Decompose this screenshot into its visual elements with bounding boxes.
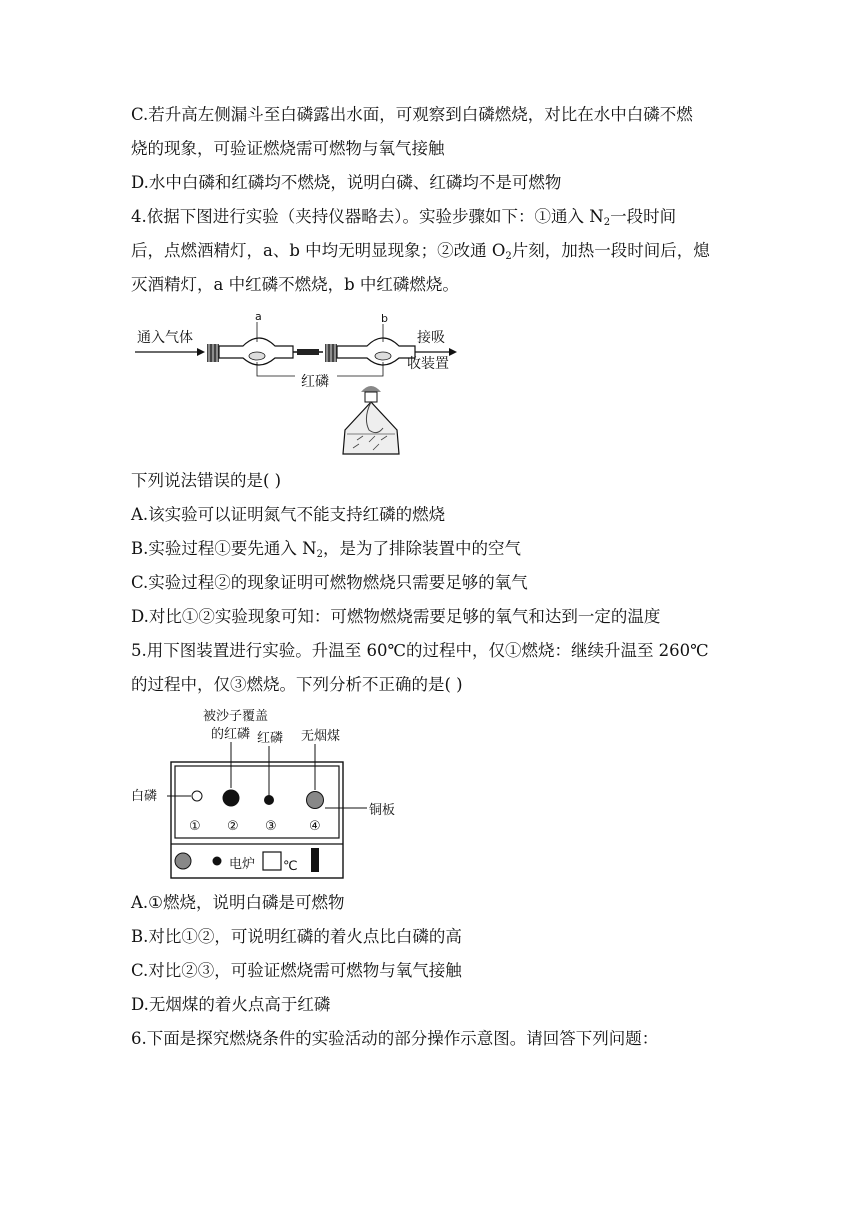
option-b-q4: [131, 538, 521, 566]
option-a-q4: A.该实验可以证明氮气不能支持红磷的燃烧: [131, 505, 446, 524]
question-6: 6.下面是探究燃烧条件的实验活动的部分操作示意图。请回答下列问题：: [131, 1029, 659, 1048]
red-phosphorus-label: 红磷: [257, 731, 284, 746]
option-b-q4-text-a: B.实验过程①要先通入 N: [131, 539, 317, 558]
stove-label: 电炉: [229, 857, 256, 872]
option-c-q3-line2: 烧的现象，可验证燃烧需可燃物与氧气接触: [131, 139, 445, 158]
option-b-q4-text-b: ，是为了排除装置中的空气: [322, 539, 521, 558]
question-4-prompt: 下列说法错误的是( ): [131, 471, 282, 490]
question-5-line1: 5.用下图装置进行实验。升温至 60℃的过程中，仅①燃烧：继续升温至 260℃: [131, 641, 709, 660]
copper-plate-figure: [131, 704, 421, 884]
option-a-q5: A.①燃烧，说明白磷是可燃物: [131, 893, 345, 912]
gas-inlet-label: 通入气体: [137, 330, 193, 346]
question-4-text-d: 片刻，加热一段时间后，熄: [511, 241, 710, 260]
celsius-label: ℃: [283, 859, 298, 874]
anthracite-label: 无烟煤: [301, 729, 341, 744]
label-b: b: [381, 312, 388, 325]
question-4-line2: [131, 240, 710, 268]
option-c-q5: C.对比②③，可验证燃烧需可燃物与氧气接触: [131, 961, 462, 980]
option-b-q5: B.对比①②，可说明红磷的着火点比白磷的高: [131, 927, 462, 946]
position-4-label: ④: [309, 819, 321, 834]
option-c-q4: C.实验过程②的现象证明可燃物燃烧只需要足够的氧气: [131, 573, 528, 592]
tube-apparatus-figure: [131, 306, 461, 464]
position-2-label: ②: [227, 819, 239, 834]
question-4-text-a: 4.依据下图进行实验（夹持仪器略去）。实验步骤如下：①通入 N: [131, 207, 604, 226]
subscript-2: 2: [505, 251, 512, 262]
label-a: a: [255, 310, 262, 323]
position-3-label: ③: [265, 819, 277, 834]
question-5-line2: 的过程中，仅③燃烧。下列分析不正确的是( ): [131, 675, 463, 694]
question-4-text-c: 后，点燃酒精灯，a、b 中均无明显现象；②改通 O: [131, 241, 506, 260]
option-d-q4: D.对比①②实验现象可知：可燃物燃烧需要足够的氧气和达到一定的温度: [131, 607, 661, 626]
absorber-label-2: 收装置: [407, 356, 449, 372]
subscript-2: 2: [316, 549, 323, 560]
white-phosphorus-label: 白磷: [131, 789, 158, 804]
copper-plate-label: 铜板: [369, 803, 396, 818]
absorber-label-1: 接吸: [417, 330, 445, 346]
question-4-line3: 灭酒精灯，a 中红磷不燃烧，b 中红磷燃烧。: [131, 275, 459, 294]
subscript-2: 2: [603, 217, 611, 228]
covered-red-phosphorus-label-2: 的红磷: [211, 727, 251, 742]
covered-red-phosphorus-label-1: 被沙子覆盖: [203, 709, 269, 724]
question-4-text-b: 一段时间: [610, 207, 677, 226]
option-c-q3-line1: C.若升高左侧漏斗至白磷露出水面，可观察到白磷燃烧，对比在水中白磷不燃: [131, 105, 693, 124]
question-4-line1: [131, 206, 676, 234]
option-d-q3: D.水中白磷和红磷均不燃烧，说明白磷、红磷均不是可燃物: [131, 173, 562, 192]
position-1-label: ①: [189, 819, 201, 834]
option-d-q5: D.无烟煤的着火点高于红磷: [131, 995, 331, 1014]
red-phosphorus-label: 红磷: [301, 374, 329, 390]
